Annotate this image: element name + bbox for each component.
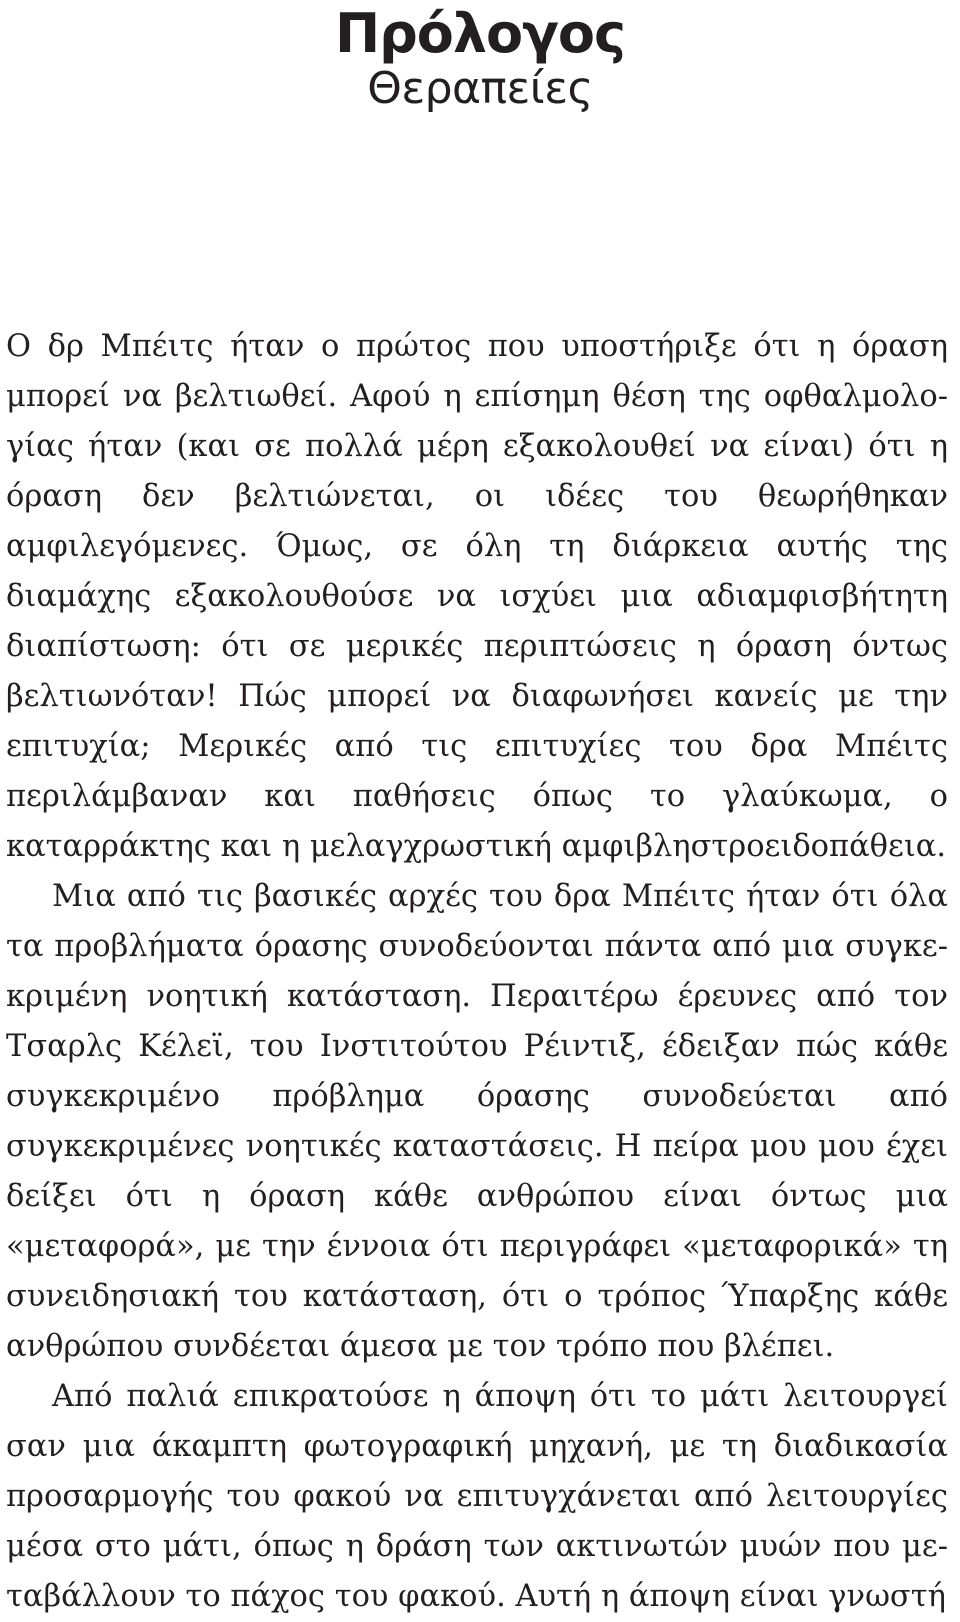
paragraph-3: Από παλιά επικρατούσε η άποψη ότι το μάτι λειτουργεί σαν μια άκαμπτη φωτογραφική μηχανή, με τη διαδικασία προσαρμογής του φακού να επιτυγχάνεται από λειτουργίες μέσα στο μάτι, όπως η δράση των ακτινωτών μυών που μεταβάλλουν το πάχος του φακού. Αυτή η άποψη είναι γνωστή	[6, 1379, 948, 1614]
chapter-title: Πρόλογος	[334, 2, 626, 65]
chapter-subtitle: Θεραπείες	[367, 63, 593, 114]
chapter-header	[0, 0, 960, 114]
paragraph-1: Ο δρ Μπέιτς ήταν ο πρώτος που υποστήριξε ότι η όραση μπορεί να βελτιωθεί. Αφού η επίσημη θέση της οφθαλμολογίας ήταν (και σε πολλά μέρη εξακολουθεί να είναι) ότι η όραση δεν βελτιώνεται, οι ιδέες του θεωρήθηκαν αμφιλεγόμενες. Όμως, σε όλη τη διάρκεια αυτής της διαμάχης εξακολουθούσε να ισχύει μια αδιαμφισβήτητη διαπίστωση: ότι σε μερικές περιπτώσεις η όραση όντως βελτιωνόταν! Πώς μπορεί να διαφωνήσει κανείς με την επιτυχία; Μερικές από τις επιτυχίες του δρα Μπέιτς περιλάμβαναν και παθήσεις όπως το γλαύκωμα, ο καταρράκτης και η μελαγχρωστική αμφιβληστροειδοπάθεια.	[6, 329, 948, 864]
paragraph-2: Μια από τις βασικές αρχές του δρα Μπέιτς ήταν ότι όλα τα προβλήματα όρασης συνοδεύονται πάντα από μια συγκεκριμένη νοητική κατάσταση. Περαιτέρω έρευνες από τον Τσαρλς Κέλεϊ, του Ινστιτούτου Ρέιντιξ, έδειξαν πώς κάθε συγκεκριμένο πρόβλημα όρασης συνοδεύεται από συγκεκριμένες νοητικές καταστάσεις. Η πείρα μου μου έχει δείξει ότι η όραση κάθε ανθρώπου είναι όντως μια «μεταφορά», με την έννοια ότι περιγράφει «μεταφορικά» τη συνειδησιακή του κατάσταση, ότι ο τρόπος Ύπαρξης κάθε ανθρώπου συνδέεται άμεσα με τον τρόπο που βλέπει.	[6, 879, 948, 1364]
body-text	[6, 322, 948, 1622]
